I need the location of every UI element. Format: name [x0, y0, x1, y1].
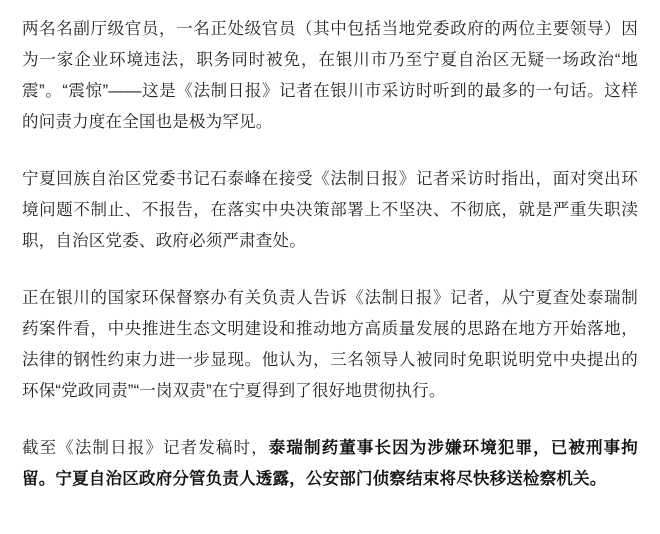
paragraph-text-emphasis: 泰瑞制药董事长因为涉嫌环境犯罪，已被刑事拘留。宁夏自治区政府分管负责人透露， — [22, 439, 638, 488]
article-paragraph — [22, 164, 638, 257]
paragraph-text-lead: 截至《法制日报》记者发稿时， — [22, 439, 269, 457]
paragraph-text-emphasis-tail: 公安部门侦察结束将尽快移送检察机关。 — [305, 470, 607, 488]
article-paragraph-highlighted — [22, 433, 638, 495]
paragraph-text: 两名名副厅级官员，一名正处级官员（其中包括当地党委政府的两位主要领导）因为一家企业环境违法，职务同时被免，在银川市乃至宁夏自治区无疑一场政治“地震”。“震惊”——这是《法制日报》记者在银川市采访时听到的最多的一句话。这样的问责力度在全国也是极为罕见。 — [22, 20, 638, 131]
article-paragraph — [22, 283, 638, 407]
paragraph-text: 宁夏回族自治区党委书记石泰峰在接受《法制日报》记者采访时指出，面对突出环境问题不制止、不报告，在落实中央决策部署上不坚决、不彻底，就是严重失职渎职，自治区党委、政府必须严肃查处。 — [22, 170, 638, 250]
article-paragraph — [22, 14, 638, 138]
paragraph-text: 正在银川的国家环保督察办有关负责人告诉《法制日报》记者，从宁夏查处泰瑞制药案件看，中央推进生态文明建设和推动地方高质量发展的思路在地方开始落地，法律的钢性约束力进一步显现。他认为，三名领导人被同时免职说明党中央提出的环保“党政同责”“一岗双责”在宁夏得到了很好地贯彻执行。 — [22, 289, 638, 400]
